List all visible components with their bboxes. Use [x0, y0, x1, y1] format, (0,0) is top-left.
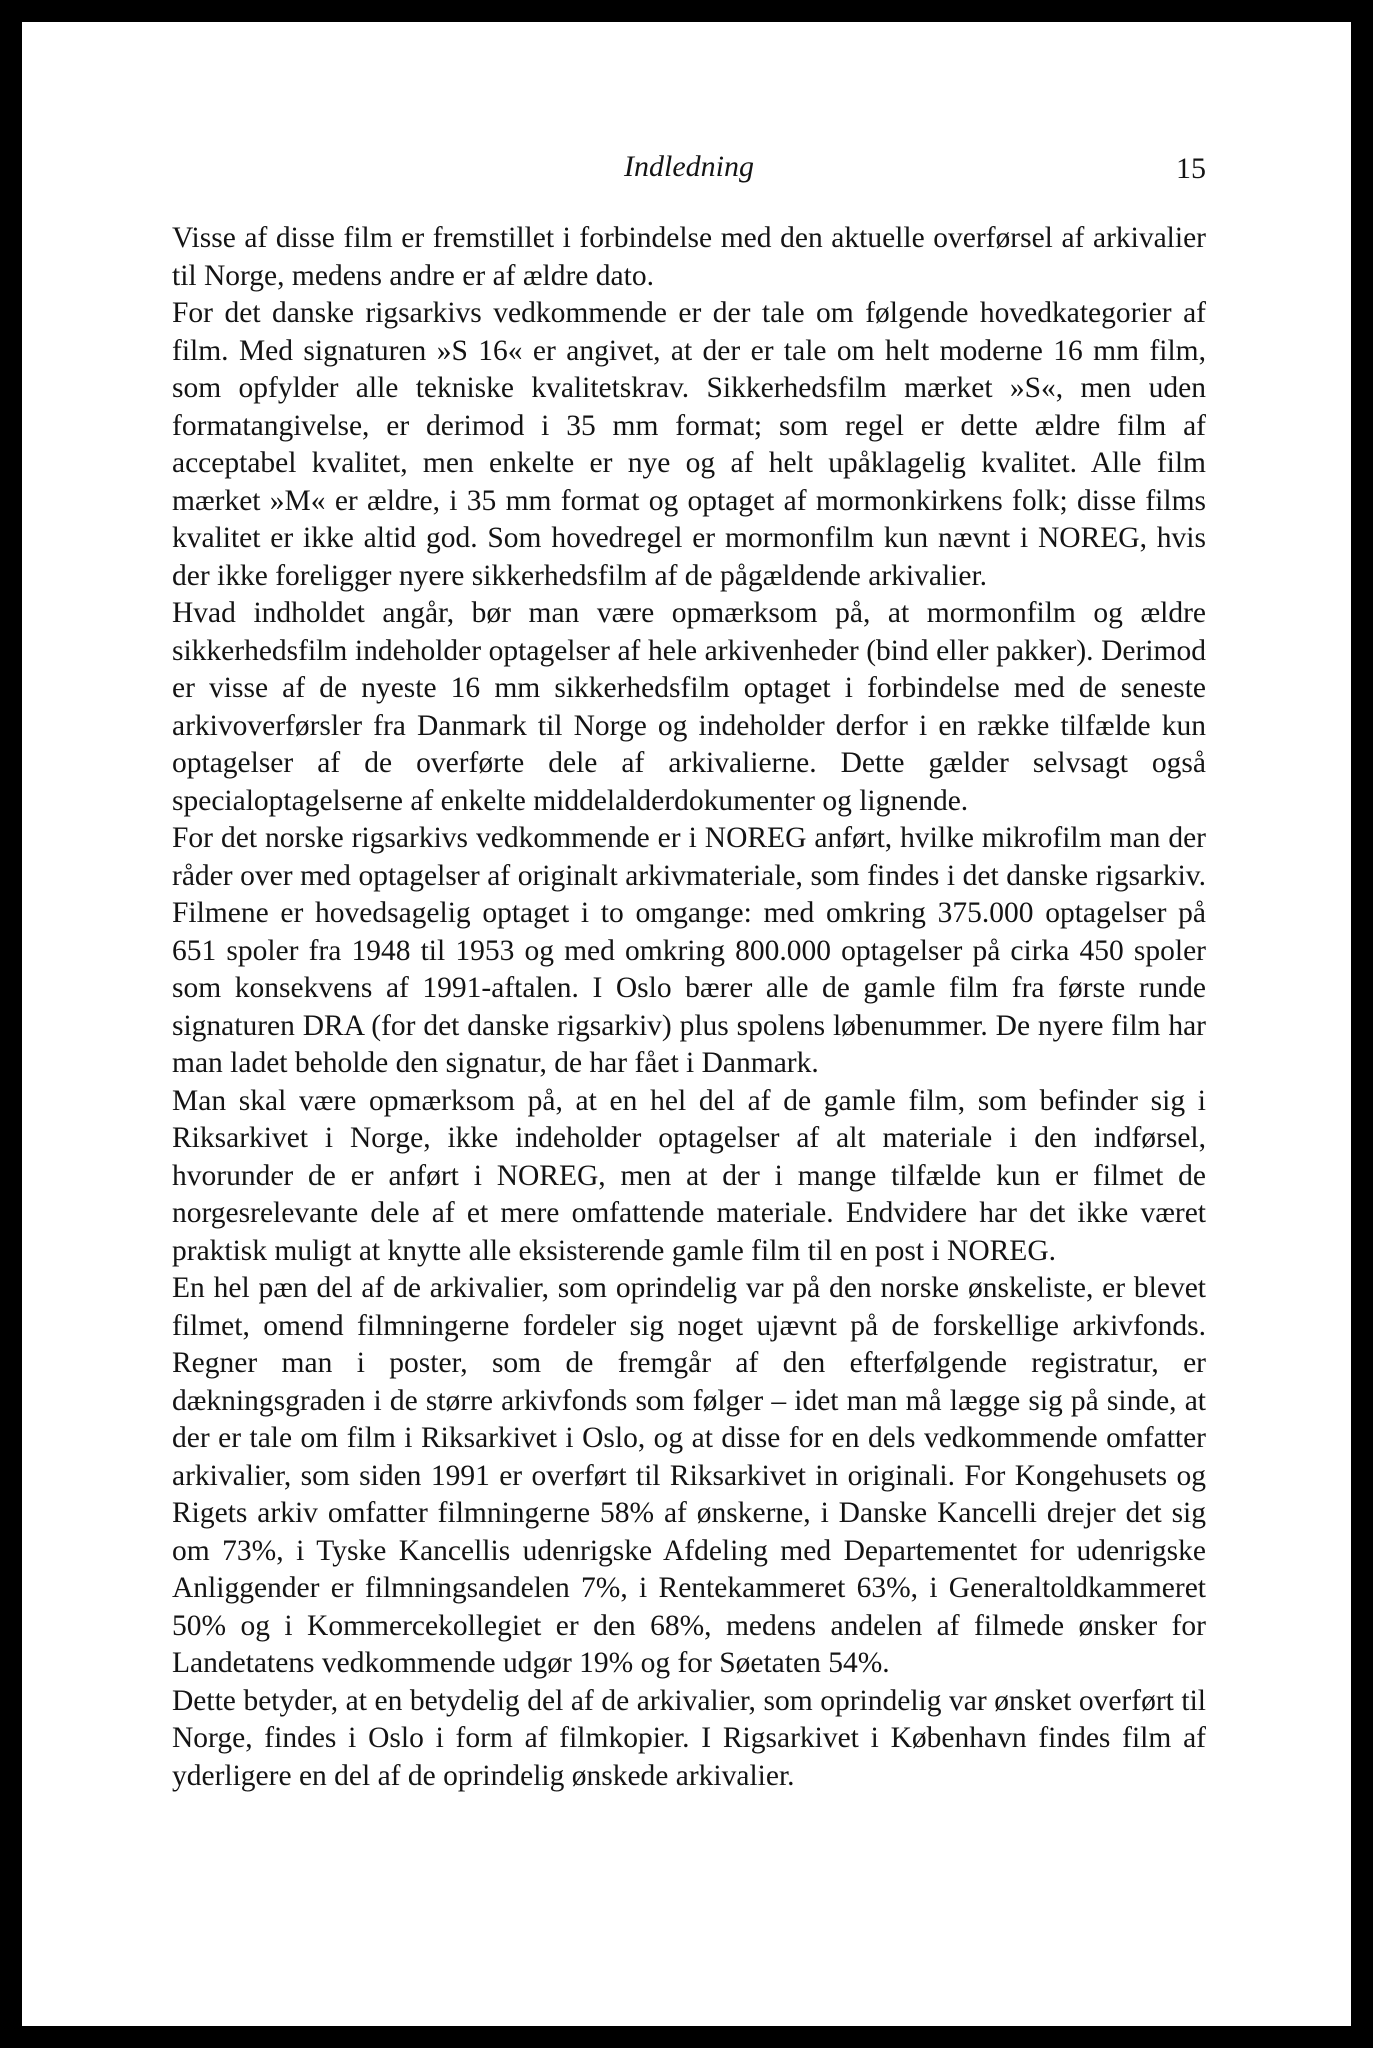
paragraph-3: Hvad indholdet angår, bør man være opmærksom på, at mormonfilm og ældre sikkerhedsfilm indeholder optagelser af hele arkivenheder (bind eller pakker). Derimod er visse af de nyeste 16 mm sikkerhedsfilm optaget i forbindelse med de seneste arkivoverførsler fra Danmark til Norge og indeholder derfor i en række tilfælde kun optagelser af de overførte dele af arkivalierne. Dette gælder selvsagt også specialoptagelserne af enkelte middelalderdokumenter og lignende.	[172, 597, 1206, 817]
paragraph-5: Man skal være opmærksom på, at en hel del af de gamle film, som befinder sig i Riksarkivet i Norge, ikke indeholder optagelser af alt materiale i den indførsel, hvorunder de er anført i NOREG, men at der i mange tilfælde kun er filmet de norgesrelevante dele af et mere omfattende materiale. Endvidere har det ikke været praktisk muligt at knytte alle eksisterende gamle film til en post i NOREG.	[172, 1084, 1206, 1267]
body-text	[172, 220, 1206, 1795]
paragraph-1: Visse af disse film er fremstillet i forbindelse med den aktuelle overførsel af arkivalier til Norge, medens andre er af ældre dato.	[172, 222, 1206, 292]
paragraph-6: En hel pæn del af de arkivalier, som oprindelig var på den norske ønskeliste, er blevet filmet, omend filmningerne fordeler sig noget ujævnt på de forskellige arkivfonds. Regner man i poster, som de fremgår af den efterfølgende registratur, er dækningsgraden i de større arkivfonds som følger – idet man må lægge sig på sinde, at der er tale om film i Riksarkivet i Oslo, og at disse for en dels vedkommende omfatter arkivalier, som siden 1991 er overført til Riksarkivet in originali. For Kongehusets og Rigets arkiv omfatter filmningerne 58% af ønskerne, i Danske Kancelli drejer det sig om 73%, i Tyske Kancellis udenrigske Afdeling med Departementet for udenrigske Anliggender er filmningsandelen 7%, i Rentekammeret 63%, i Generaltoldkammeret 50% og i Kommercekollegiet er den 68%, medens andelen af filmede ønsker for Landetatens vedkommende udgør 19% og for Søetaten 54%.	[172, 1272, 1206, 1679]
page-header	[172, 150, 1206, 194]
page-number: 15	[1176, 152, 1206, 185]
book-page	[22, 22, 1351, 2026]
paragraph-7: Dette betyder, at en betydelig del af de arkivalier, som oprindelig var ønsket overført til Norge, findes i Oslo i form af filmkopier. I Rigsarkivet i København findes film af yderligere en del af de oprindelig ønskede arkivalier.	[172, 1684, 1206, 1792]
paragraph-2: For det danske rigsarkivs vedkommende er der tale om følgende hovedkategorier af film. Med signaturen »S 16« er angivet, at der er tale om helt moderne 16 mm film, som opfylder alle tekniske kvalitetskrav. Sikkerhedsfilm mærket »S«, men uden formatangivelse, er derimod i 35 mm format; som regel er dette ældre film af acceptabel kvalitet, men enkelte er nye og af helt upåklagelig kvalitet. Alle film mærket »M« er ældre, i 35 mm format og optaget af mormonkirkens folk; disse films kvalitet er ikke altid god. Som hovedregel er mormonfilm kun nævnt i NOREG, hvis der ikke foreligger nyere sikkerhedsfilm af de pågældende arkivalier.	[172, 297, 1206, 592]
paragraph-4: For det norske rigsarkivs vedkommende er i NOREG anført, hvilke mikrofilm man der råder over med optagelser af originalt arkivmateriale, som findes i det danske rigsarkiv. Filmene er hovedsagelig optaget i to omgange: med omkring 375.000 optagelser på 651 spoler fra 1948 til 1953 og med omkring 800.000 optagelser på cirka 450 spoler som konsekvens af 1991-aftalen. I Oslo bærer alle de gamle film fra første runde signaturen DRA (for det danske rigsarkiv) plus spolens løbenummer. De nyere film har man ladet beholde den signatur, de har fået i Danmark.	[172, 822, 1206, 1079]
running-title: Indledning	[624, 150, 754, 183]
